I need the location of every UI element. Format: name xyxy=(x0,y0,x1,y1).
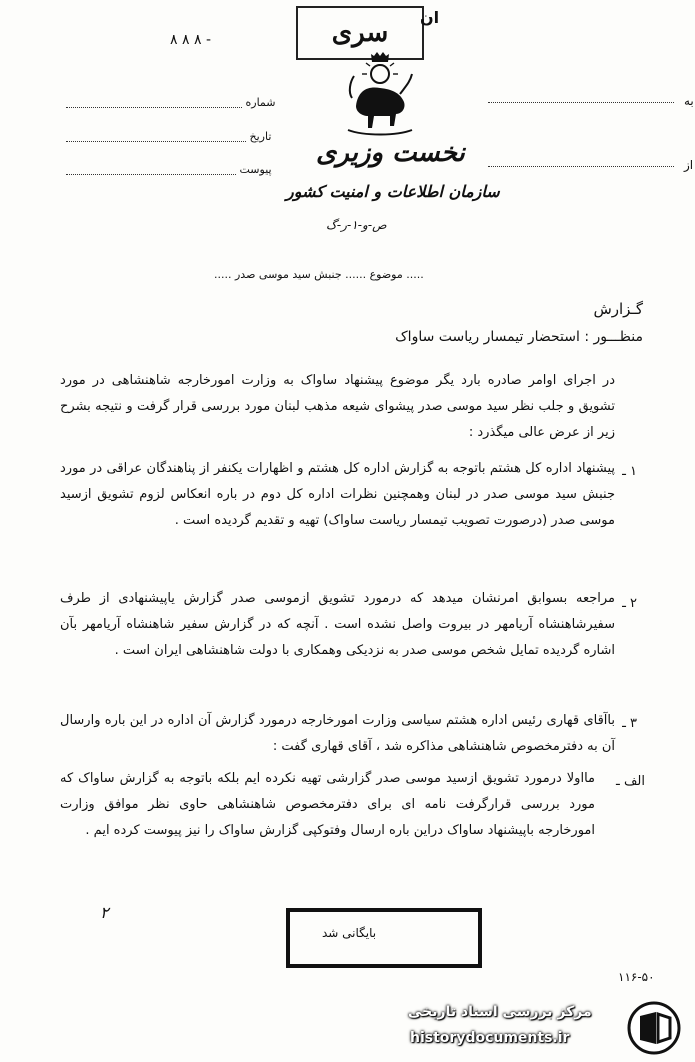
item-a-text: مااولا درمورد تشویق ازسید موسی صدر گزارشی تهیه نکرده ایم بلکه باتوجه به گزارش ساواک که مورد بررسی قرارگرفت نامه ای برای دفترمخصوص شاهنشاهی حاوی نظر موافق وزارت امورخارجه باپیشنهاد ساواک دراین باره ارسال وفتوکپی گزارش ساواک را نیز پیوست کرده ایم . xyxy=(60,771,595,838)
intro-paragraph: در اجرای اوامر صادره بارد یگر موضوع پیشنهاد ساواک به وزارت امورخارجه شاهنشاهی در مورد تشویق و جلب نظر سید موسی صدر پیشوای شیعه مذهب لبنان مورد بررسی قرار گرفت و نتیجه بشرح زیر از عرض عالی میگذرد : xyxy=(60,373,615,440)
stamp-tag: ان xyxy=(420,8,440,27)
org-title: نخست وزیری xyxy=(316,138,465,168)
item-a-number: الف ـ xyxy=(616,774,645,789)
watermark-url: historydocuments.ir xyxy=(410,1030,570,1046)
item-2-text: مراجعه بسوابق امرنشان میدهد که درمورد تشویق ازموسی صدر گزارش یاپیشنهادی از طرف سفیرشاهنشاه آریامهر در بیروت واصل نشده است . آنچه که در گزارش سفیر شاهنشاه آریامهر بآن اشاره گردیده تمایل شخص موسی صدر به نزدیکی وهمکاری با دولت شاهنشاهی ایران است . xyxy=(60,591,615,658)
edge-char-to: به xyxy=(684,94,694,108)
item-3-number: ۳ ـ xyxy=(622,716,637,731)
item-3-text: باآقای قهاری رئیس اداره هشتم سیاسی وزارت امورخارجه درمورد گزارش آن اداره در این باره وارسال آن به دفترمخصوص شاهنشاهی مذاکره شد ، آقای قهاری گفت : xyxy=(60,713,615,754)
document-number: ۱۱۶-۵۰ xyxy=(618,970,655,984)
date-label: تاریخ xyxy=(249,130,272,143)
classification-stamp-text: سری xyxy=(331,18,389,48)
archive-logo-icon xyxy=(626,1000,682,1056)
to-line xyxy=(488,102,674,103)
watermark-title: مرکز بررسی اسناد تاریخی xyxy=(408,1004,592,1020)
report-title: گـزارش xyxy=(593,300,643,318)
subject-line: ..... موضوع ...... جنبش سید موسی صدر ..... xyxy=(214,268,424,281)
item-1-number: ۱ ـ xyxy=(622,464,637,479)
attachment-label: پیوست xyxy=(239,163,272,176)
margin-mark: ۲ xyxy=(100,903,109,922)
number-label: شماره xyxy=(245,96,276,109)
report-purpose: منظـــور : استحضار تیمسار ریاست ساواک xyxy=(395,329,643,345)
edge-char-from: از xyxy=(684,158,694,172)
item-1-text: پیشنهاد اداره کل هشتم باتوجه به گزارش اداره کل هشتم و اظهارات یکنفر از پناهندگان عراقی در مورد جنبش سید موسی صدر در لبنان وهمچنین نظرات اداره کل دوم در باره انعکاس لزوم تشویق ازسید موسی صدر (درصورت تصویب تیمسار ریاست ساواک) تهیه و تقدیم گردیده است . xyxy=(60,461,615,528)
top-dashes: - ٨ ٨ ٨ xyxy=(170,32,212,48)
date-line xyxy=(66,133,246,142)
archive-stamp-text: بایگانی شد xyxy=(322,926,377,940)
date-field xyxy=(66,130,271,143)
number-field xyxy=(66,96,276,109)
number-line xyxy=(66,99,242,108)
org-subtitle: سازمان اطلاعات و امنیت کشور xyxy=(286,182,500,201)
attachment-field xyxy=(66,163,272,176)
attachment-line xyxy=(66,166,236,175)
archive-stamp xyxy=(286,908,482,968)
lion-and-sun-emblem-icon xyxy=(344,52,416,142)
item-2-number: ۲ ـ xyxy=(622,596,637,611)
from-line xyxy=(488,166,674,167)
org-code: ص-و-۱-ر-گ xyxy=(326,218,387,232)
